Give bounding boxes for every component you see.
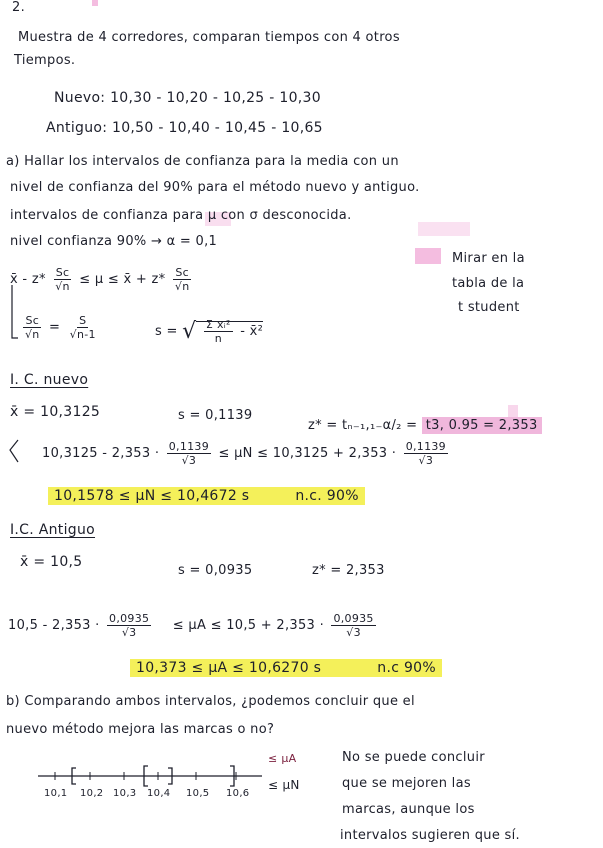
antiguo-mean: x̄ = 10,5: [20, 554, 83, 570]
ic-sigma-unknown: intervalos de confianza para μ con σ desconocida.: [10, 208, 352, 223]
frac-num: Σ xᵢ²: [205, 318, 231, 331]
axis-tick-label: 10,5: [186, 788, 210, 799]
statement-line-2: Tiempos.: [14, 53, 76, 68]
axis-tick-label: 10,6: [226, 788, 250, 799]
nuevo-mean: x̄ = 10,3125: [10, 404, 101, 420]
axis-tick-label: 10,2: [80, 788, 104, 799]
frac-den: n: [214, 332, 222, 345]
axis-tick-label: 10,1: [44, 788, 68, 799]
frac-num: Sc: [175, 266, 190, 279]
frac-num: Sc: [55, 266, 70, 279]
antiguo-calc-left: 10,5 - 2,353 ·: [8, 618, 100, 633]
t-value-highlight: t3, 0.95 = 2,353: [422, 417, 542, 434]
note-line-2: tabla de la: [452, 276, 525, 291]
nuevo-nc: n.c. 90%: [255, 487, 364, 505]
frac-num: Sc: [25, 314, 40, 327]
nuevo-s: s = 0,1139: [178, 408, 253, 423]
nuevo-calc-left: 10,3125 - 2,353 ·: [42, 446, 160, 461]
frac-num: S: [79, 314, 87, 327]
part-a-line-1: a) Hallar los intervalos de confianza para la media con un: [6, 154, 399, 169]
ic-antiguo-title: I.C. Antiguo: [10, 522, 96, 538]
formula-mid: ≤ μ ≤ x̄ + z*: [79, 272, 166, 287]
conclusion-line-4: intervalos sugieren que sí.: [340, 828, 520, 843]
frac-den: √3: [346, 626, 361, 639]
note-line-1: Mirar en la: [452, 251, 525, 266]
s-eq: s =: [155, 324, 178, 339]
frac-den: √n: [174, 280, 190, 293]
note-line-3: t student: [458, 300, 520, 315]
conclusion-line-2: que se mejoren las: [342, 776, 471, 791]
s-formula: s = √ $\frac{\text{Σ xᵢ²}}{n}$ - x̄²: [155, 318, 264, 345]
axis-tick-label: 10,3: [113, 788, 137, 799]
frac-num: 0,1139: [405, 440, 446, 453]
antiguo-nc: n.c 90%: [327, 659, 442, 677]
legend-nuevo: ≤ μN: [268, 778, 300, 792]
part-b-line-2: nuevo método mejora las marcas o no?: [6, 722, 275, 737]
problem-number: 2.: [12, 0, 26, 15]
frac-den: √3: [121, 626, 137, 639]
legend-antiguo: ≤ μA: [268, 752, 297, 765]
nuevo-times: Nuevo: 10,30 - 10,20 - 10,25 - 10,30: [54, 90, 321, 106]
axis-tick-label: 10,4: [147, 788, 171, 799]
confidence-level: nivel confianza 90% → α = 0,1: [10, 234, 218, 249]
frac-den: √3: [418, 454, 434, 467]
antiguo-calc-mid: ≤ μA ≤ 10,5 + 2,353 ·: [172, 618, 324, 633]
part-b-line-1: b) Comparando ambos intervalos, ¿podemos concluir que el: [6, 694, 415, 709]
nuevo-result: 10,1578 ≤ μN ≤ 10,4672 s: [48, 487, 255, 505]
part-a-line-2: nivel de confianza del 90% para el método nuevo y antiguo.: [10, 180, 420, 195]
z-star-label: z* = tₙ₋₁,₁₋α/₂ =: [308, 418, 418, 433]
antiguo-times: Antiguo: 10,50 - 10,40 - 10,45 - 10,65: [46, 120, 323, 136]
frac-den: √n-1: [69, 328, 96, 341]
formula-left: x̄ - z*: [10, 272, 46, 287]
statement-line-1: Muestra de 4 corredores, comparan tiempos con 4 otros: [18, 30, 400, 45]
frac-num: 0,0935: [109, 612, 150, 625]
frac-num: 0,0935: [333, 612, 374, 625]
antiguo-result: 10,373 ≤ μA ≤ 10,6270 s: [130, 659, 327, 677]
conclusion-line-3: marcas, aunque los: [342, 802, 475, 817]
equals-sign: =: [49, 320, 61, 335]
s-tail: - x̄²: [240, 324, 264, 339]
frac-den: √n: [25, 328, 40, 341]
nuevo-calc-mid: ≤ μN ≤ 10,3125 + 2,353 ·: [218, 446, 397, 461]
ic-nuevo-title: I. C. nuevo: [10, 372, 89, 388]
frac-den: √3: [181, 454, 197, 467]
antiguo-s: s = 0,0935: [178, 563, 253, 578]
frac-den: √n: [55, 280, 70, 293]
conclusion-line-1: No se puede concluir: [342, 750, 485, 765]
antiguo-z: z* = 2,353: [312, 563, 385, 578]
frac-num: 0,1139: [168, 440, 210, 453]
